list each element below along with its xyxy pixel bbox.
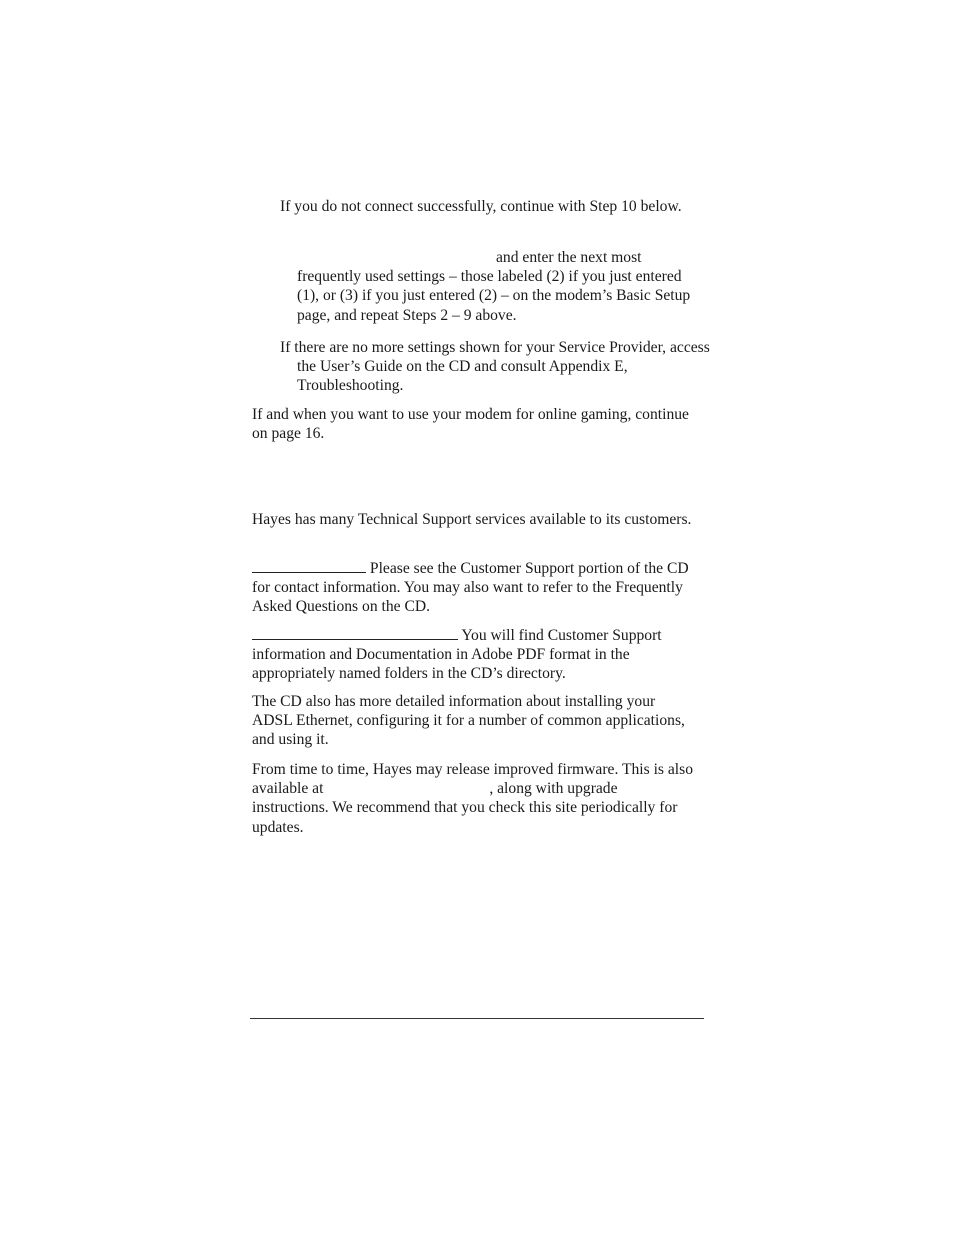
firmware-paragraph [252, 760, 697, 837]
support-item-cd-heading-rule [252, 558, 366, 573]
support-item-docs [252, 625, 697, 684]
firmware-text-part1: From time to time, Hayes may release improved firmware. This is also available at [252, 761, 693, 798]
footer-rule [250, 1018, 704, 1019]
support-item-cd [252, 558, 697, 617]
step-no-more-settings: If there are no more settings shown for your Service Provider, access the User’s Guide on the CD and consult Appendix E, Troubleshooting. [280, 339, 710, 395]
gaming-note: If and when you want to use your modem for online gaming, continue on page 16. [252, 406, 689, 443]
firmware-text-part2: , along with upgrade instructions. We recommend that you check this site periodically for updates. [252, 780, 678, 836]
support-intro: Hayes has many Technical Support services available to its customers. [252, 511, 692, 528]
support-item-docs-text: You will find Customer Support information and Documentation in Adobe PDF format in the appropriately named folders in the CD’s directory. [252, 627, 662, 683]
cd-info-paragraph: The CD also has more detailed information about installing your ADSL Ethernet, configuring it for a number of common applications, and using it. [252, 693, 685, 749]
step-10-text: and enter the next most frequently used settings – those labeled (2) if you just entered (1), or (3) if you just entered (2) – on the modem’s Basic Setup page, and repeat Steps 2 – 9 above. [297, 249, 691, 324]
step-10 [280, 248, 707, 325]
step-no-connect: If you do not connect successfully, continue with Step 10 below. [280, 198, 682, 215]
support-item-docs-heading-rule [252, 625, 458, 640]
support-item-cd-text: Please see the Customer Support portion of the CD for contact information. You may also want to refer to the Frequently Asked Questions on the CD. [252, 560, 689, 616]
